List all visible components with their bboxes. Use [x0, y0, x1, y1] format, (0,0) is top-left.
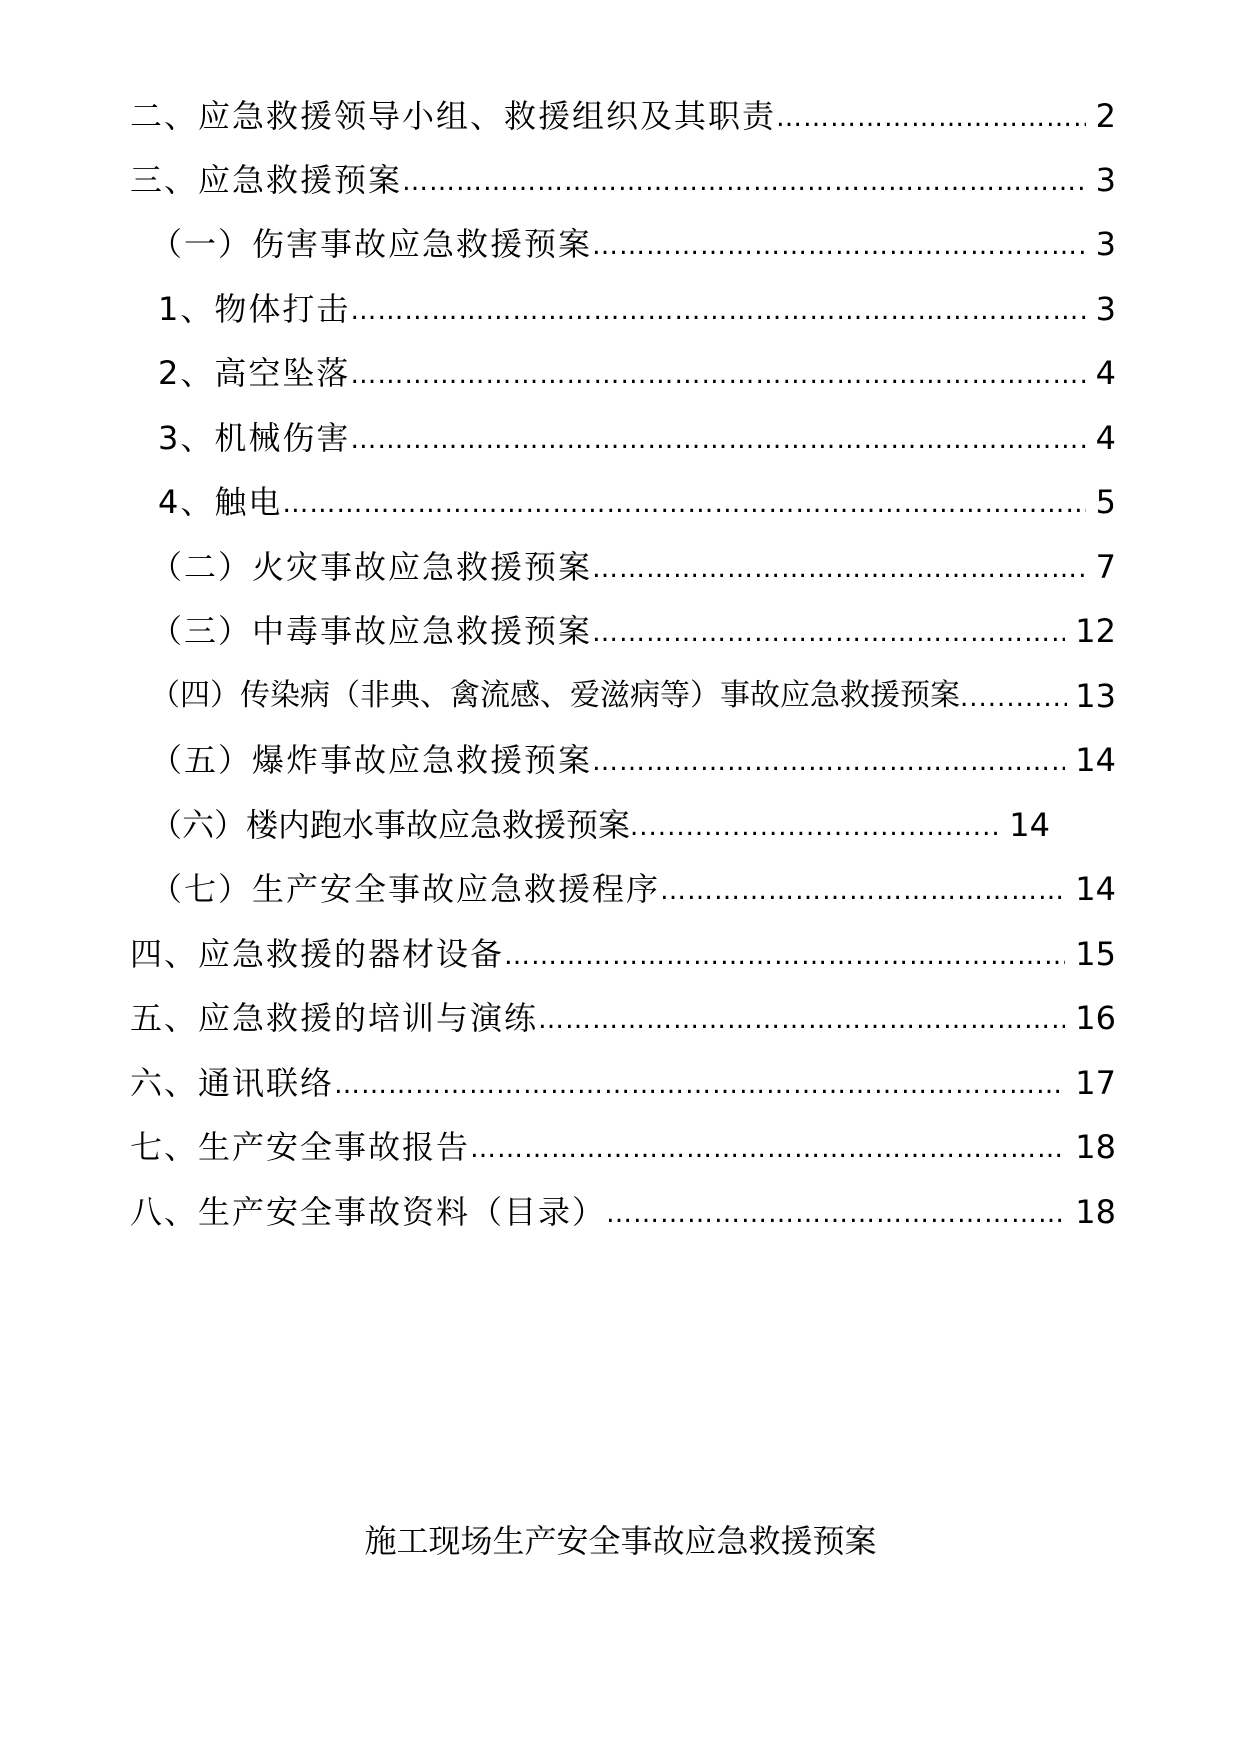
toc-entry[interactable]	[158, 477, 1116, 527]
toc-entry-title: （三）中毒事故应急救援预案	[150, 612, 593, 650]
toc-entry-page: 18	[1075, 1128, 1116, 1166]
toc-leader-dots	[470, 1124, 1065, 1174]
toc-entry-page: 14	[1075, 741, 1116, 779]
toc-entry-title: 三、应急救援预案	[130, 161, 403, 199]
toc-entry-page: 5	[1095, 483, 1116, 521]
toc-entry-title: 五、应急救援的培训与演练	[130, 999, 539, 1037]
toc-entry-page: 12	[1075, 612, 1116, 650]
toc-entry[interactable]	[150, 606, 1116, 656]
toc-entry-page: 14	[1075, 870, 1116, 908]
toc-entry-page: 13	[1075, 677, 1116, 715]
toc-entry[interactable]	[150, 735, 1116, 785]
toc-entry[interactable]	[158, 348, 1116, 398]
toc-entry[interactable]	[130, 155, 1116, 205]
toc-entry-title: 六、通讯联络	[130, 1064, 335, 1102]
toc-entry-title: （四）传染病（非典、禽流感、爱滋病等）事故应急救援预案	[150, 678, 960, 713]
toc-leader-dots	[504, 931, 1065, 981]
toc-entry-title: （一）伤害事故应急救援预案	[150, 225, 593, 263]
toc-leader-dots	[592, 737, 1065, 787]
toc-leader-dots	[776, 93, 1086, 143]
toc-entry-page: 15	[1075, 935, 1116, 973]
toc-entry-page: 2	[1095, 97, 1116, 135]
toc-entry[interactable]	[130, 993, 1116, 1043]
toc-leader-dots	[538, 995, 1065, 1045]
toc-leader-dots	[592, 608, 1065, 658]
toc-entry[interactable]	[130, 1058, 1116, 1108]
toc-entry[interactable]	[150, 219, 1116, 269]
toc-entry[interactable]	[130, 929, 1116, 979]
toc-entry[interactable]	[150, 864, 1116, 914]
toc-entry-title: 3、机械伤害	[158, 419, 351, 457]
toc-entry-title: （六）楼内跑水事故应急救援预案	[150, 806, 631, 844]
toc-entry-title: （七）生产安全事故应急救援程序	[150, 870, 661, 908]
toc-entry-page: 16	[1075, 999, 1116, 1037]
toc-entry-page: 4	[1095, 419, 1116, 457]
toc-entry-page: 4	[1095, 354, 1116, 392]
toc-leader-dots	[606, 1189, 1065, 1239]
toc-entry-title: 4、触电	[158, 483, 283, 521]
toc-leader-dots	[960, 673, 1067, 723]
toc-entry-title: 二、应急救援领导小组、救援组织及其职责	[130, 97, 777, 135]
toc-leader-dots	[630, 802, 999, 852]
toc-entry-page: 18	[1075, 1193, 1116, 1231]
toc-entry-page: 3	[1095, 161, 1116, 199]
toc-entry[interactable]	[130, 1122, 1116, 1172]
toc-entry-page: 3	[1095, 225, 1116, 263]
document-title: 施工现场生产安全事故应急救援预案	[364, 1522, 877, 1560]
toc-entry[interactable]	[150, 800, 1050, 850]
toc-entry-page: 17	[1075, 1064, 1116, 1102]
toc-entry-title: 八、生产安全事故资料（目录）	[130, 1193, 607, 1231]
toc-entry[interactable]	[150, 542, 1116, 592]
toc-entry[interactable]	[158, 284, 1116, 334]
toc-entry[interactable]	[150, 671, 1116, 721]
toc-entry[interactable]	[130, 1187, 1116, 1237]
toc-entry-title: （二）火灾事故应急救援预案	[150, 548, 593, 586]
toc-leader-dots	[592, 544, 1086, 594]
toc-leader-dots	[350, 286, 1085, 336]
toc-entry-page: 7	[1095, 548, 1116, 586]
toc-entry-page: 3	[1095, 290, 1116, 328]
toc-leader-dots	[334, 1060, 1065, 1110]
toc-entry-page: 14	[1009, 806, 1050, 844]
toc-entry-title: 四、应急救援的器材设备	[130, 935, 505, 973]
toc-leader-dots	[592, 221, 1086, 271]
toc-leader-dots	[660, 866, 1065, 916]
toc-leader-dots	[282, 479, 1085, 529]
toc-entry-title: 2、高空坠落	[158, 354, 351, 392]
toc-leader-dots	[402, 157, 1086, 207]
toc-entry-title: 1、物体打击	[158, 290, 351, 328]
toc-entry[interactable]	[130, 91, 1116, 141]
toc-leader-dots	[350, 415, 1085, 465]
toc-entry-title: （五）爆炸事故应急救援预案	[150, 741, 593, 779]
toc-entry[interactable]	[158, 413, 1116, 463]
toc-leader-dots	[350, 350, 1085, 400]
toc-entry-title: 七、生产安全事故报告	[130, 1128, 471, 1166]
